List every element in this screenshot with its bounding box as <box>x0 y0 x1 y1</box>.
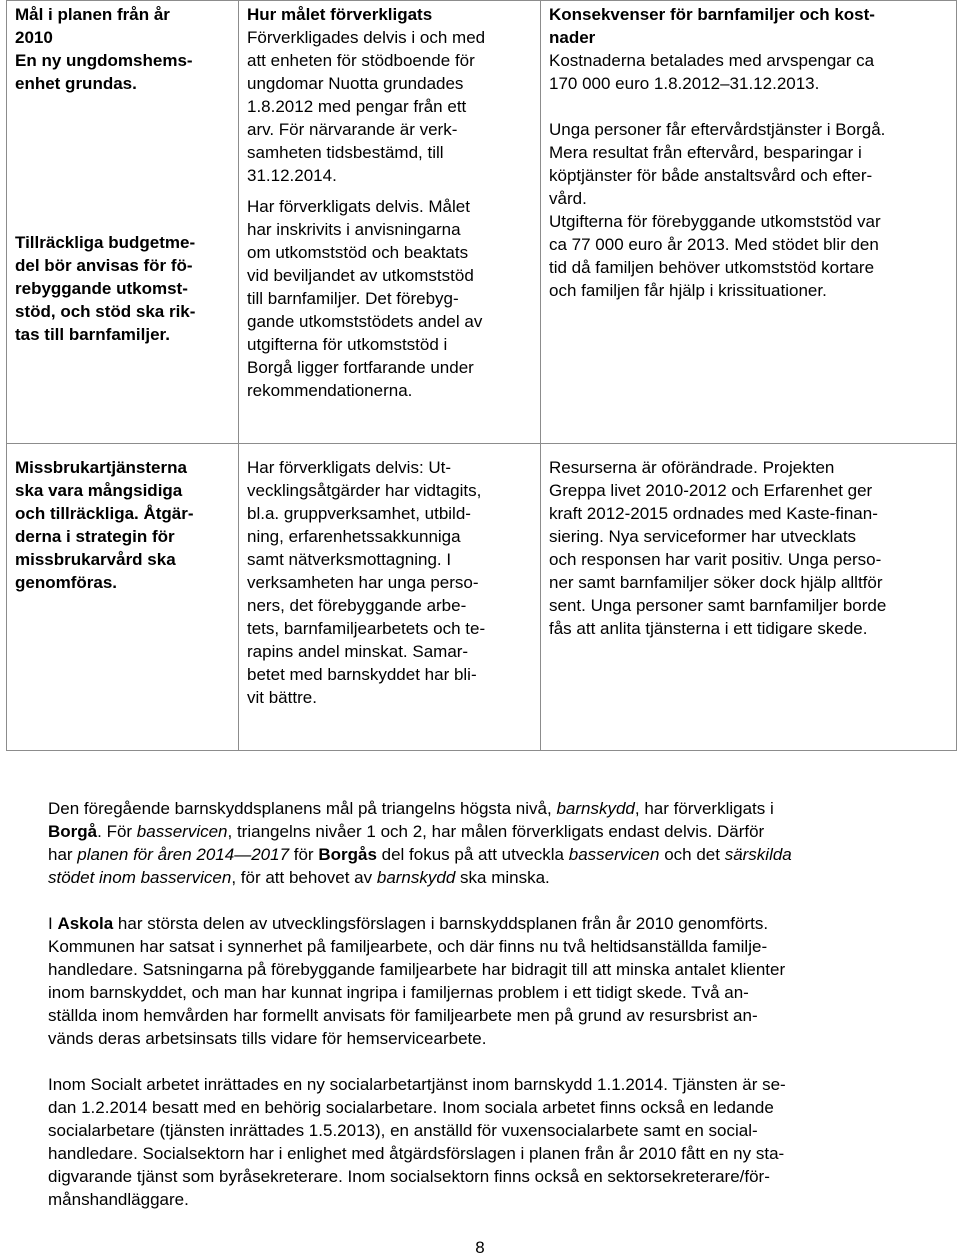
paragraph <box>247 195 532 402</box>
text-line: ning, erfarenhetssakkunniga <box>247 527 461 546</box>
text-run: stödet inom basservicen <box>48 868 232 887</box>
text-run: handledare. Socialsektorn har i enlighet med åtgärdsförslagen i planen från år 2010 fått en ny sta- <box>48 1144 785 1163</box>
text-line: Har förverkligats delvis: Ut- <box>247 458 452 477</box>
text-line: ner samt barnfamiljer söker dock hjälp alltför <box>549 573 883 592</box>
paragraph <box>247 26 532 187</box>
text-line: Konsekvenser för barnfamiljer och kost- <box>549 5 875 24</box>
implementation-cell <box>239 1 541 444</box>
text-run: digvarande tjänst som byråsekreterare. Inom socialsektorn finns också en sektorsekreterare/för- <box>48 1167 770 1186</box>
text-line: ners, det förebyggande arbe- <box>247 596 467 615</box>
text-run: ska minska. <box>455 868 550 887</box>
text-run: Kommunen har satsat i synnerhet på familjearbete, och där finns nu två heltidsanställda familje- <box>48 937 768 956</box>
goal-cell <box>7 1 239 444</box>
text-line: samt nätverksmottagning. I <box>247 550 452 569</box>
text-line: Missbrukartjänsterna <box>15 458 187 477</box>
text-run: . För <box>97 822 137 841</box>
text-run: ställda inom hemvården har formellt anvisats för familjearbete men på grund av resursbrist an- <box>48 1006 758 1025</box>
page-number: 8 <box>475 1238 485 1257</box>
text-run: särskilda <box>724 845 792 864</box>
text-line: stöd, och stöd ska rik- <box>15 302 196 321</box>
text-line: enhet grundas. <box>15 74 137 93</box>
text-run: Inom Socialt arbetet inrättades en ny socialarbetartjänst inom barnskydd 1.1.2014. Tjänsten är se- <box>48 1075 786 1094</box>
table-row <box>7 1 957 444</box>
text-run: — <box>234 845 252 864</box>
text-run: månshandläggare. <box>48 1190 189 1209</box>
text-line: 1.8.2012 med pengar från ett <box>247 97 467 116</box>
table-row <box>7 444 957 751</box>
text-line: samheten tidsbestämd, till <box>247 143 444 162</box>
paragraph <box>549 118 948 210</box>
text-line: om utkomststöd och beaktats <box>247 243 469 262</box>
text-line: rebyggande utkomst- <box>15 279 188 298</box>
text-line: sent. Unga personer samt barnfamiljer borde <box>549 596 887 615</box>
text-run: inom barnskyddet, och man har kunnat ingripa i familjernas problem i ett tidigt skede. Två an- <box>48 983 749 1002</box>
text-run: dan 1.2.2014 besatt med en behörig socialarbetare. Inom sociala arbetet finns också en ledande <box>48 1098 774 1117</box>
text-run: , har förverkligats i <box>634 799 774 818</box>
text-line: ungdomar Nuotta grundades <box>247 74 464 93</box>
text-run: vänds deras arbetsinsats tills vidare för hemservicearbete. <box>48 1029 487 1048</box>
text-line: arv. För närvarande är verk- <box>247 120 458 139</box>
plan-evaluation-table <box>6 0 957 751</box>
consequences-cell <box>541 444 957 751</box>
text-line: 170 000 euro 1.8.2012–31.12.2013. <box>549 74 820 93</box>
goal-text <box>15 456 230 594</box>
paragraph-askola <box>48 912 910 1050</box>
text-line: En ny ungdomshems- <box>15 51 193 70</box>
text-line: vit bättre. <box>247 688 317 707</box>
text-line: del bör anvisas för fö- <box>15 256 193 275</box>
text-line: Förverkligades delvis i och med <box>247 28 486 47</box>
text-run: del fokus på att utveckla <box>376 845 569 864</box>
text-line: tets, barnfamiljearbetets och te- <box>247 619 486 638</box>
text-run: , triangelns nivåer 1 och 2, har målen förverkligats endast delvis. Därför <box>227 822 765 841</box>
text-run: har största delen av utvecklingsförslagen i barnskyddsplanen från år 2010 genomförts. <box>113 914 769 933</box>
text-run: för <box>289 845 319 864</box>
text-line: rapins andel minskat. Samar- <box>247 642 469 661</box>
body-text <box>48 797 910 1234</box>
text-line: rekommendationerna. <box>247 381 413 400</box>
text-line: och tillräckliga. Åtgär- <box>15 504 194 523</box>
text-run: har <box>48 845 78 864</box>
text-line: Unga personer får eftervårdstjänster i Borgå. <box>549 120 886 139</box>
goal-text-top <box>15 3 230 95</box>
text-line: Greppa livet 2010-2012 och Erfarenhet ger <box>549 481 873 500</box>
text-line: och familjen får hjälp i krissituationer. <box>549 281 827 300</box>
text-line: tid då familjen behöver utkomststöd kortare <box>549 258 875 277</box>
text-line: tas till barnfamiljer. <box>15 325 170 344</box>
paragraph <box>549 49 948 95</box>
text-run: planen för åren 2014 <box>77 845 235 864</box>
text-run: socialarbetare (tjänsten inrättades 1.5.2013), en anställd för vuxensocialarbete samt en social- <box>48 1121 758 1140</box>
text-line: att enheten för stödboende för <box>247 51 475 70</box>
text-line: Har förverkligats delvis. Målet <box>247 197 470 216</box>
text-line: siering. Nya serviceformer har utvecklats <box>549 527 857 546</box>
consequences-cell <box>541 1 957 444</box>
text-run: Den föregående barnskyddsplanens mål på triangelns högsta nivå, <box>48 799 557 818</box>
text-line: missbrukarvård ska <box>15 550 176 569</box>
text-line: ca 77 000 euro år 2013. Med stödet blir den <box>549 235 879 254</box>
text-line: vård. <box>549 189 587 208</box>
implementation-cell <box>239 444 541 751</box>
text-line: 2010 <box>15 28 53 47</box>
text-line: nader <box>549 28 596 47</box>
text-run: basservicen <box>568 845 660 864</box>
text-run: 2017 <box>251 845 290 864</box>
text-run: barnskydd <box>556 799 635 818</box>
text-line: Tillräckliga budgetme- <box>15 233 196 252</box>
text-line: har inskrivits i anvisningarna <box>247 220 461 239</box>
text-line: fås att anlita tjänsterna i ett tidigare skede. <box>549 619 868 638</box>
text-line: derna i strategin för <box>15 527 175 546</box>
text-run: Borgås <box>318 845 377 864</box>
paragraph-borga <box>48 797 910 889</box>
text-run: Borgå <box>48 822 98 841</box>
text-line: genomföras. <box>15 573 118 592</box>
text-run: och det <box>659 845 725 864</box>
paragraph-social-work <box>48 1073 910 1211</box>
goal-cell <box>7 444 239 751</box>
text-run: Askola <box>57 914 114 933</box>
text-line: till barnfamiljer. Det förebyg- <box>247 289 459 308</box>
text-line: betet med barnskyddet har bli- <box>247 665 477 684</box>
text-line: och responsen har varit positiv. Unga perso- <box>549 550 882 569</box>
text-line: ska vara mångsidiga <box>15 481 183 500</box>
text-line: Resurserna är oförändrade. Projekten <box>549 458 835 477</box>
column-heading <box>549 3 948 49</box>
text-line: gande utkomststödets andel av <box>247 312 483 331</box>
text-line: vid beviljandet av utkomststöd <box>247 266 474 285</box>
text-run: , för att behovet av <box>231 868 377 887</box>
text-line: köptjänster för både anstaltsvård och efter- <box>549 166 873 185</box>
text-line: verksamheten har unga perso- <box>247 573 479 592</box>
text-line: 31.12.2014. <box>247 166 337 185</box>
text-line: Borgå ligger fortfarande under <box>247 358 474 377</box>
column-heading: Hur målet förverkligats <box>247 5 433 24</box>
text-line: Utgifterna för förebyggande utkomststöd var <box>549 212 881 231</box>
paragraph <box>549 210 948 302</box>
text-line: Kostnaderna betalades med arvspengar ca <box>549 51 875 70</box>
text-line: Mål i planen från år <box>15 5 170 24</box>
text-run: handledare. Satsningarna på förebyggande familjearbete har bidragit till att minska antalet klienter <box>48 960 786 979</box>
text-line: vecklingsåtgärder har vidtagits, <box>247 481 482 500</box>
text-run: I <box>48 914 58 933</box>
text-line: Mera resultat från eftervård, besparingar i <box>549 143 862 162</box>
goal-text-bottom <box>15 231 230 346</box>
text-line: kraft 2012-2015 ordnades med Kaste-finan- <box>549 504 878 523</box>
text-line: bl.a. gruppverksamhet, utbild- <box>247 504 471 523</box>
text-run: basservicen <box>136 822 228 841</box>
text-line: utgifterna för utkomststöd i <box>247 335 448 354</box>
text-run: barnskydd <box>376 868 456 887</box>
